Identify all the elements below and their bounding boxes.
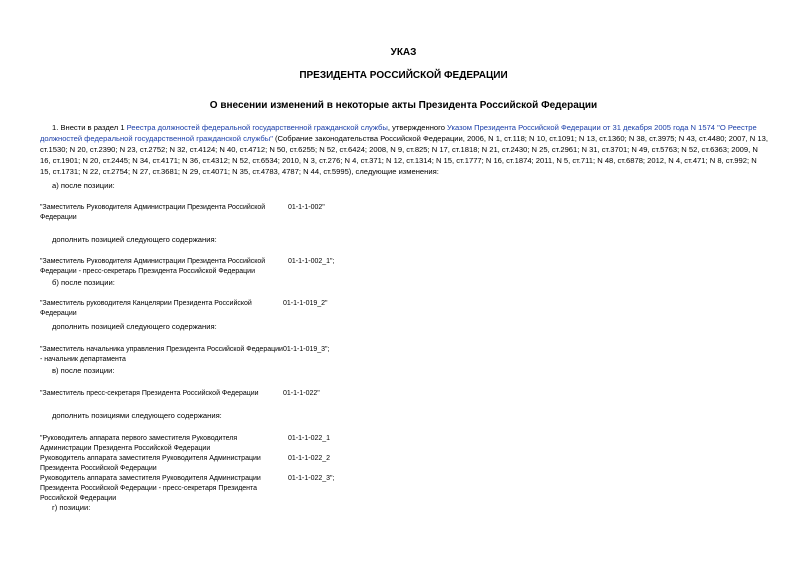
position-name-8: Руководитель аппарата заместителя Руководителя Администрации Президента Российской Федерации - пресс-секретаря Президента Российской Федерации (40, 475, 261, 502)
label-a: а) после позиции: (52, 181, 115, 190)
position-name-5: "Заместитель пресс-секретаря Президента Российской Федерации (40, 390, 259, 397)
label-add-3: дополнить позициями следующего содержания: (52, 411, 222, 420)
paragraph-mid: , утвержденного (387, 123, 448, 132)
decree-title: УКАЗ (390, 47, 417, 58)
paragraph-tail: (Собрание законодательства Российской Федерации, 2006, N 1, ст.118; N 10, ст.1091; N 13, ст.1360; N 38, ст.3975; N 43, ст.4480; 2007, N 13, ст.1530; N 20, ст.2390; N 23, ст.2752; N 32, ст.4124; N 40, ст.4712; N 50, ст.6255; N 52, ст.6424; 2008, N 9, ст.825; N 17, ст.1818; N 21, ст.2430; N 25, ст.2961; N 31, ст.3701; N 49, ст.5763; N 52, ст.6363; 2009, N 16, ст.1901; N 20, ст.2445; N 34, ст.4171; N 36, ст.4312; N 52, ст.6534; 2010, N 3, ст.276; N 4, ст.371; N 12, ст.1314; N 15, ст.1777; N 16, ст.1874; 2011, N 5, ст.711; N 48, ст.6878; 2012, N 4, ст.471; N 8, ст.992; N 15, ст.1731; N 22, ст.2754; N 27, ст.3681; N 29, ст.4071; N 35, ст.4783, 4787; N 44, ст.5995), следующие изменения: (40, 134, 768, 176)
decree-subject: О внесении изменений в некоторые акты Президента Российской Федерации (209, 100, 598, 111)
decree-1574-link[interactable]: Указом Президента Российской Федерации от 31 декабря 2005 года N 1574 "О Реестре должностей федеральной государственной гражданской службы" (40, 123, 757, 143)
position-name-3: "Заместитель руководителя Канцелярии Президента Российской Федерации (40, 300, 252, 317)
position-name-7: Руководитель аппарата заместителя Руководителя Администрации Президента Российской Федерации (40, 455, 261, 472)
label-v: в) после позиции: (52, 366, 115, 375)
position-code-2: 01-1-1-002_1"; (288, 258, 335, 265)
position-code-1: 01-1-1-002" (288, 204, 325, 211)
decree-issuer: ПРЕЗИДЕНТА РОССИЙСКОЙ ФЕДЕРАЦИИ (299, 70, 508, 81)
position-name-2: "Заместитель Руководителя Администрации Президента Российской Федерации - пресс-секретарь Президента Российской Федерации (40, 258, 266, 275)
paragraph-1 (40, 122, 768, 177)
position-code-7: 01-1-1-022_2 (288, 455, 331, 462)
position-code-8: 01-1-1-022_3"; (288, 475, 335, 482)
position-code-4: 01-1-1-019_3"; (283, 346, 330, 353)
label-b: б) после позиции: (52, 278, 115, 287)
position-code-3: 01-1-1-019_2" (283, 300, 328, 307)
label-add-2: дополнить позицией следующего содержания: (52, 322, 217, 331)
label-g: г) позиции: (52, 503, 91, 512)
paragraph-lead: 1. Внести в раздел 1 (52, 123, 127, 132)
label-add-1: дополнить позицией следующего содержания: (52, 235, 217, 244)
position-code-5: 01-1-1-022" (283, 390, 320, 397)
position-name-1: "Заместитель Руководителя Администрации Президента Российской Федерации (40, 204, 266, 221)
registry-link[interactable]: Реестра должностей федеральной государственной гражданской службы (126, 123, 388, 132)
position-name-6: "Руководитель аппарата первого заместителя Руководителя Администрации Президента Российской Федерации (40, 435, 238, 452)
position-name-4: "Заместитель начальника управления Президента Российской Федерации - начальник департамента (40, 346, 283, 363)
position-code-6: 01-1-1-022_1 (288, 435, 331, 442)
